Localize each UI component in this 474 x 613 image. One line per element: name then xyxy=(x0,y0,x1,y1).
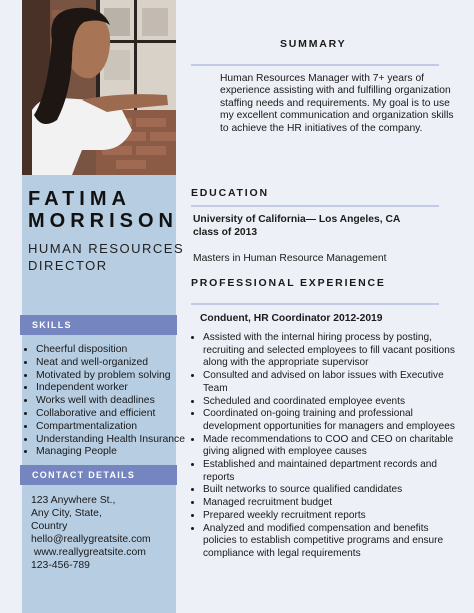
skill-item: • Collaborative and efficient xyxy=(36,408,191,421)
experience-divider xyxy=(191,303,439,305)
profile-photo xyxy=(22,0,176,175)
education-school xyxy=(193,214,433,239)
skills-heading: SKILLS xyxy=(20,315,177,335)
skill-item: • Cheerful disposition xyxy=(36,344,191,357)
duty-item: • Scheduled and coordinated employee events xyxy=(203,396,463,409)
skill-item: • Independent worker xyxy=(36,382,191,395)
duty-item: • Prepared weekly recruitment reports xyxy=(203,510,463,523)
skill-item: • Works well with deadlines xyxy=(36,395,191,408)
skill-item: • Understanding Health Insurance xyxy=(36,434,191,447)
duties-list xyxy=(190,332,463,561)
summary-heading: SUMMARY xyxy=(280,38,347,50)
job-title: Conduent, HR Coordinator 2012-2019 xyxy=(200,313,383,324)
skills-list xyxy=(23,344,191,459)
skill-item: • Motivated by problem solving xyxy=(36,370,191,383)
skill-item: • Neat and well-organized xyxy=(36,357,191,370)
last-name: MORRISON xyxy=(28,210,178,232)
duty-item: • Established and maintained department records and reports xyxy=(203,459,463,484)
phone-number: 123-456-789 xyxy=(31,560,90,571)
duty-item: • Managed recruitment budget xyxy=(203,497,463,510)
website-link[interactable]: www.reallygreatsite.com xyxy=(31,547,146,558)
duty-item: • Consulted and advised on labor issues with Executive Team xyxy=(203,370,463,395)
summary-divider xyxy=(191,64,439,66)
address-line-3: Country xyxy=(31,521,68,532)
summary-text: Human Resources Manager with 7+ years of experience assisting with and fulfilling organization staffing needs and requirements. My goal is to use my excellent communication and organization skills to achieve the HR initiatives of the company. xyxy=(220,73,454,134)
job-role xyxy=(28,240,184,274)
duty-item: • Assisted with the internal hiring process by posting, recruiting and selected employees to fill vacant positions along with the appropriate supervisor xyxy=(203,332,463,370)
education-heading: EDUCATION xyxy=(191,187,269,199)
contact-heading: CONTACT DETAILS xyxy=(20,465,177,485)
class-year: class of 2013 xyxy=(193,226,258,238)
degree-text: Masters in Human Resource Management xyxy=(193,253,387,264)
school-name: University of California— Los Angeles, CA xyxy=(193,214,401,225)
duty-item: • Built networks to source qualified candidates xyxy=(203,484,463,497)
contact-details xyxy=(31,494,151,572)
email-link[interactable]: hello@reallygreatsite.com xyxy=(31,534,151,545)
duty-item: • Analyzed and modified compensation and benefits policies to establish competitive programs and ensure compliance with legal requirements xyxy=(203,523,463,561)
address-line-1: 123 Anywhere St., xyxy=(31,495,116,506)
role-line-2: DIRECTOR xyxy=(28,258,108,273)
skill-item: • Managing People xyxy=(36,446,191,459)
education-divider xyxy=(191,205,439,207)
first-name: FATIMA xyxy=(28,188,131,210)
candidate-name xyxy=(28,188,178,232)
duty-item: • Coordinated on-going training and professional development opportunities for managers and employees xyxy=(203,408,463,433)
experience-heading: PROFESSIONAL EXPERIENCE xyxy=(191,277,386,289)
role-line-1: HUMAN RESOURCES xyxy=(28,241,185,256)
duty-item: • Made recommendations to COO and CEO on charitable giving aligned with employee causes xyxy=(203,434,463,459)
address-line-2: Any City, State, xyxy=(31,508,102,519)
skill-item: • Compartmentalization xyxy=(36,421,191,434)
